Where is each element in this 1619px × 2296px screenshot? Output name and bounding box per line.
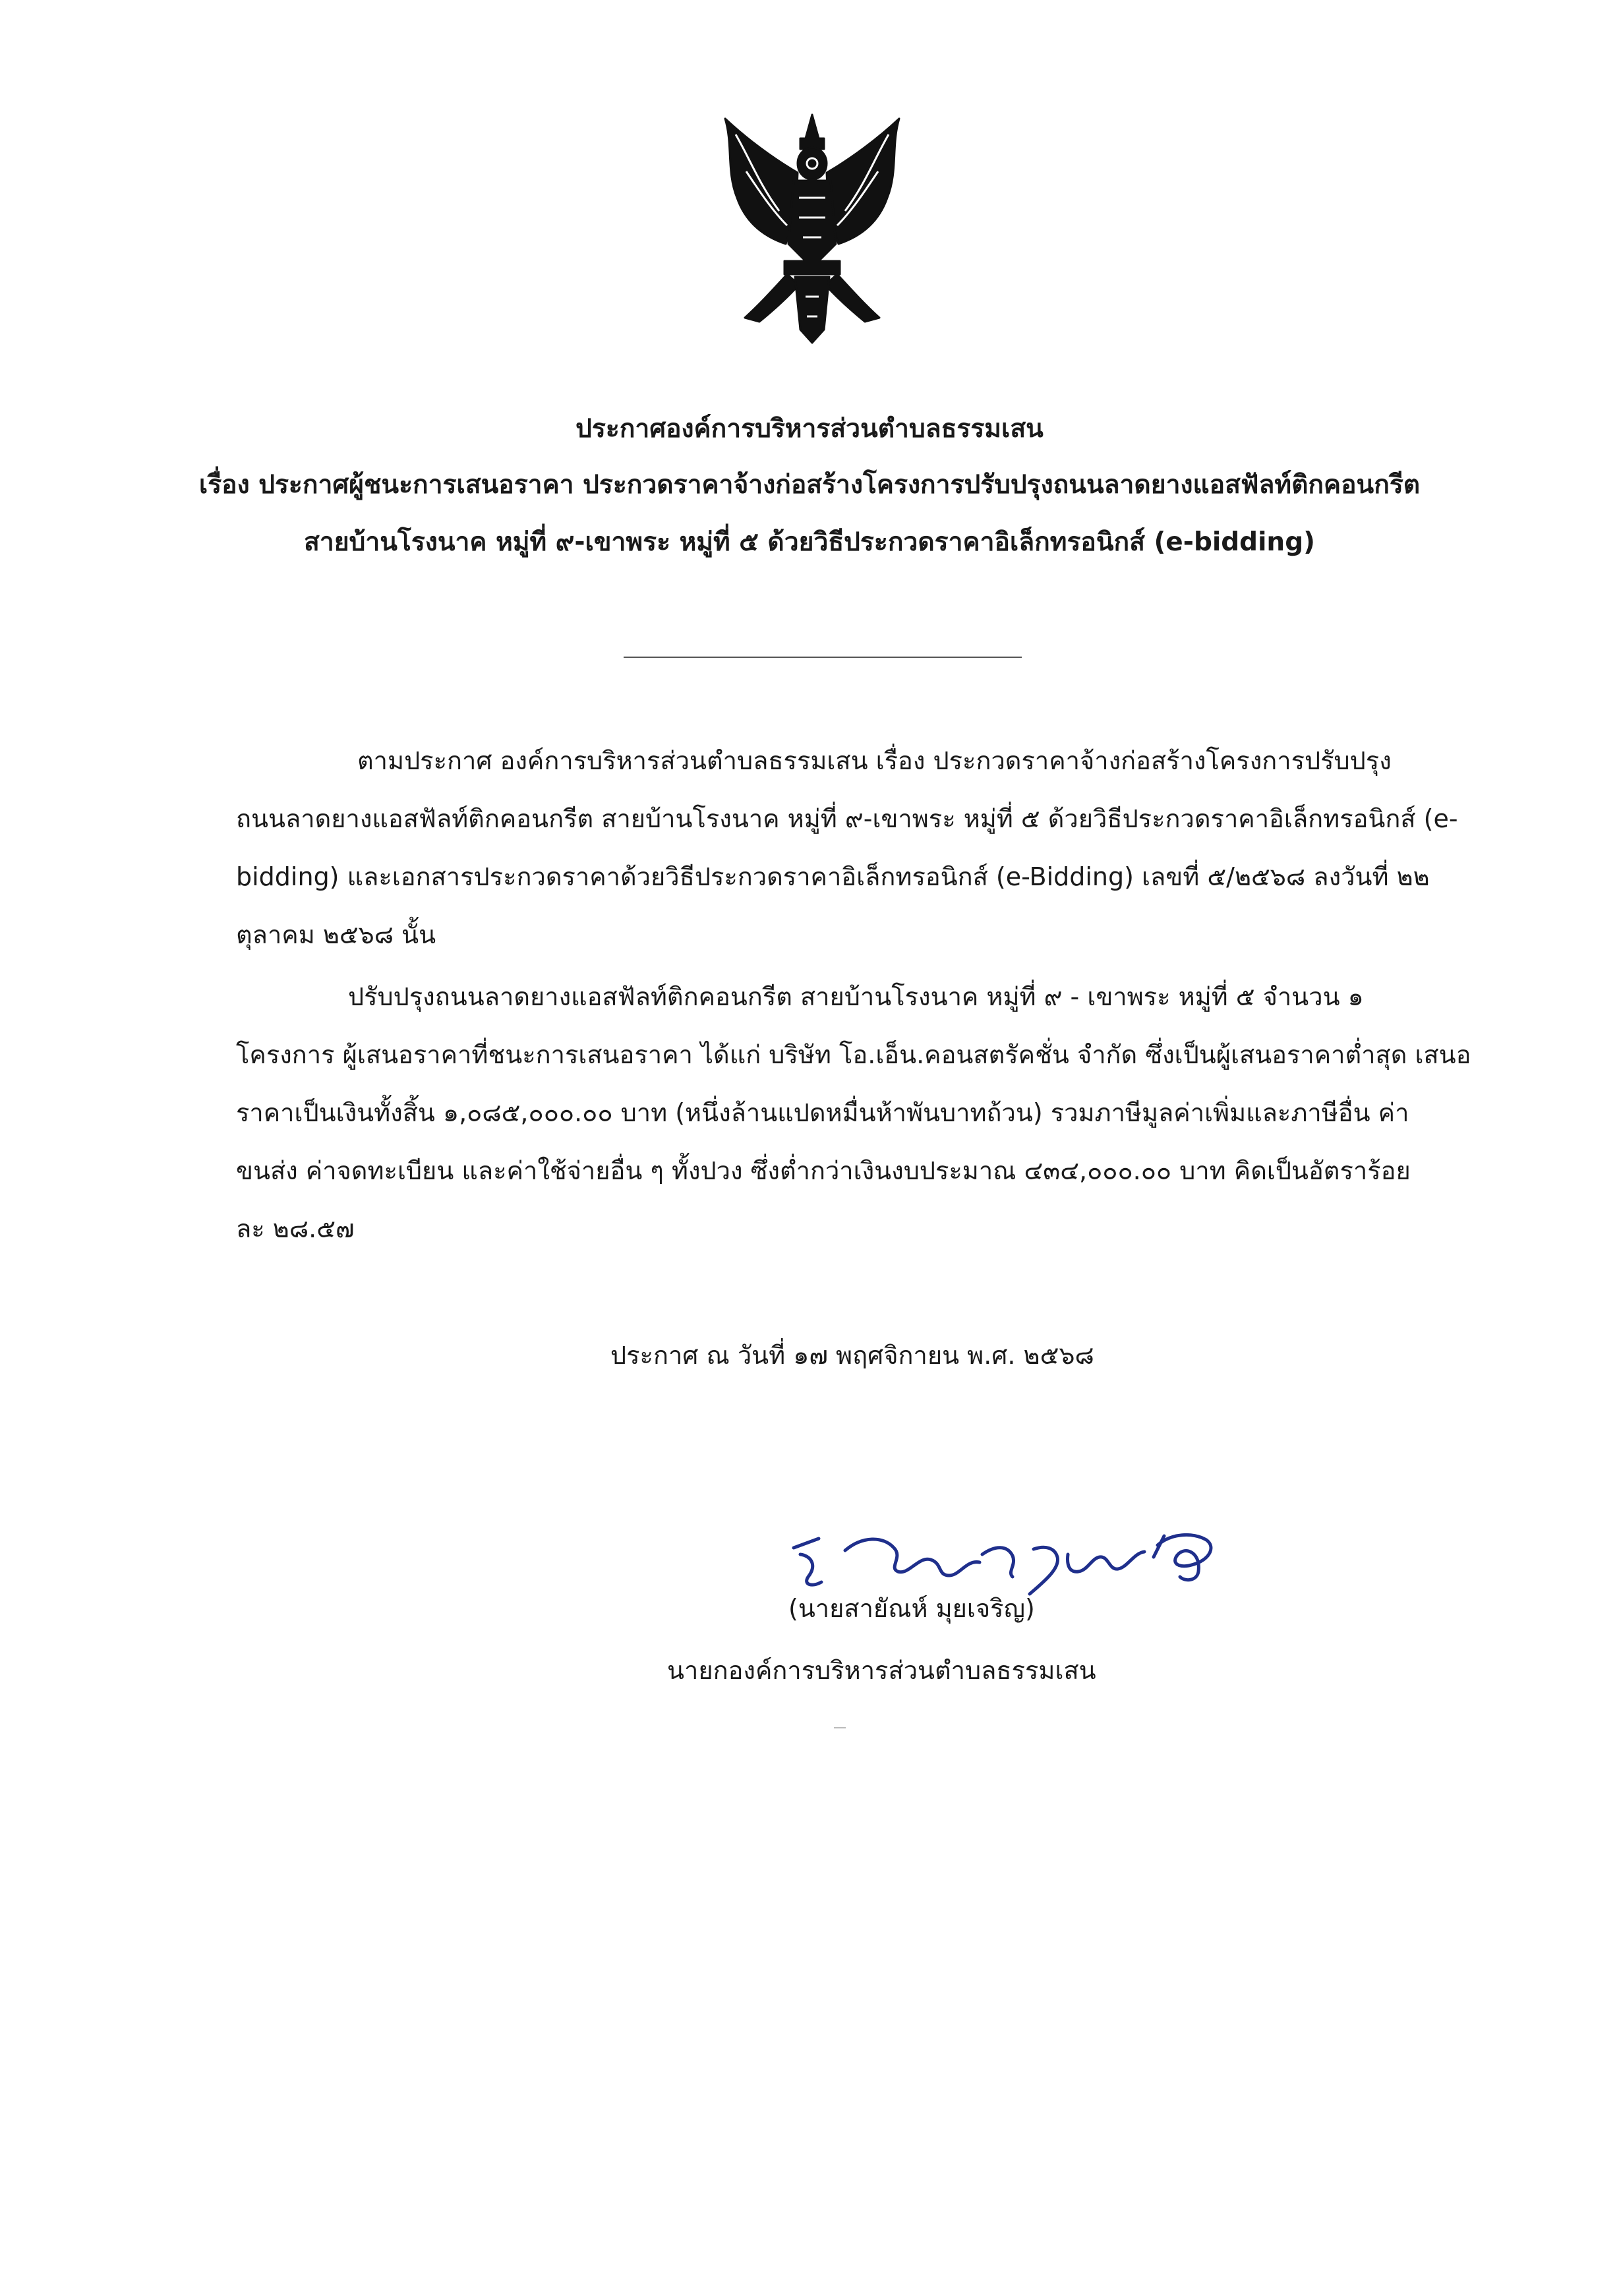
announcement-subject-line-1: เรื่อง ประกาศผู้ชนะการเสนอราคา ประกวดราคาจ้างก่อสร้างโครงการปรับปรุงถนนลาดยางแอสฟัลท์ติกคอนกรีต: [198, 470, 1421, 500]
paragraph2-line-2: โครงการ ผู้เสนอราคาที่ชนะการเสนอราคา ได้แก่ บริษัท โอ.เอ็น.คอนสตรัคชั่น จำกัด ซึ่งเป็นผู้เสนอราคาต่ำสุด เสนอ: [236, 1040, 1471, 1069]
announcement-subject-line-2: สายบ้านโรงนาค หมู่ที่ ๙-เขาพระ หมู่ที่ ๕ ด้วยวิธีประกวดราคาอิเล็กทรอนิกส์ (e-bidding): [304, 527, 1315, 557]
paragraph1-line-1: ตามประกาศ องค์การบริหารส่วนตำบลธรรมเสน เรื่อง ประกวดราคาจ้างก่อสร้างโครงการปรับปรุง: [357, 746, 1392, 775]
paragraph2-line-1: ปรับปรุงถนนลาดยางแอสฟัลท์ติกคอนกรีต สายบ้านโรงนาค หมู่ที่ ๙ - เขาพระ หมู่ที่ ๕ จำนวน ๑: [348, 982, 1364, 1011]
paragraph2-line-4: ขนส่ง ค่าจดทะเบียน และค่าใช้จ่ายอื่น ๆ ทั้งปวง ซึ่งต่ำกว่าเงินงบประมาณ ๔๓๔,๐๐๐.๐๐ บาท คิดเป็นอัตราร้อย: [236, 1156, 1411, 1185]
header-divider: [624, 657, 1022, 658]
paragraph1-line-2: ถนนลาดยางแอสฟัลท์ติกคอนกรีต สายบ้านโรงนาค หมู่ที่ ๙-เขาพระ หมู่ที่ ๕ ด้วยวิธีประกวดราคาอิเล็กทรอนิกส์ (e-: [236, 804, 1458, 833]
signatory-name: (นายสายัณห์ มุยเจริญ): [788, 1594, 1035, 1623]
paragraph2-line-3: ราคาเป็นเงินทั้งสิ้น ๑,๐๘๕,๐๐๐.๐๐ บาท (หนึ่งล้านแปดหมื่นห้าพันบาทถ้วน) รวมภาษีมูลค่าเพิ่มและภาษีอื่น ค่า: [236, 1098, 1409, 1127]
paragraph2-line-5: ละ ๒๘.๕๗: [236, 1214, 355, 1243]
signatory-position: นายกองค์การบริหารส่วนตำบลธรรมเสน: [667, 1656, 1096, 1685]
footer-mark: [834, 1727, 846, 1728]
paragraph1-line-3: bidding) และเอกสารประกวดราคาด้วยวิธีประกวดราคาอิเล็กทรอนิกส์ (e-Bidding) เลขที่ ๕/๒๕๖๘ ลงวันที่ ๒๒: [236, 862, 1430, 891]
announcement-issuer: ประกาศองค์การบริหารส่วนตำบลธรรมเสน: [575, 414, 1044, 444]
announcement-date: ประกาศ ณ วันที่ ๑๗ พฤศจิกายน พ.ศ. ๒๕๖๘: [610, 1341, 1094, 1370]
signature-image: [784, 1516, 1220, 1602]
garuda-emblem-icon: [713, 112, 911, 349]
paragraph1-line-4: ตุลาคม ๒๕๖๘ นั้น: [236, 920, 436, 949]
